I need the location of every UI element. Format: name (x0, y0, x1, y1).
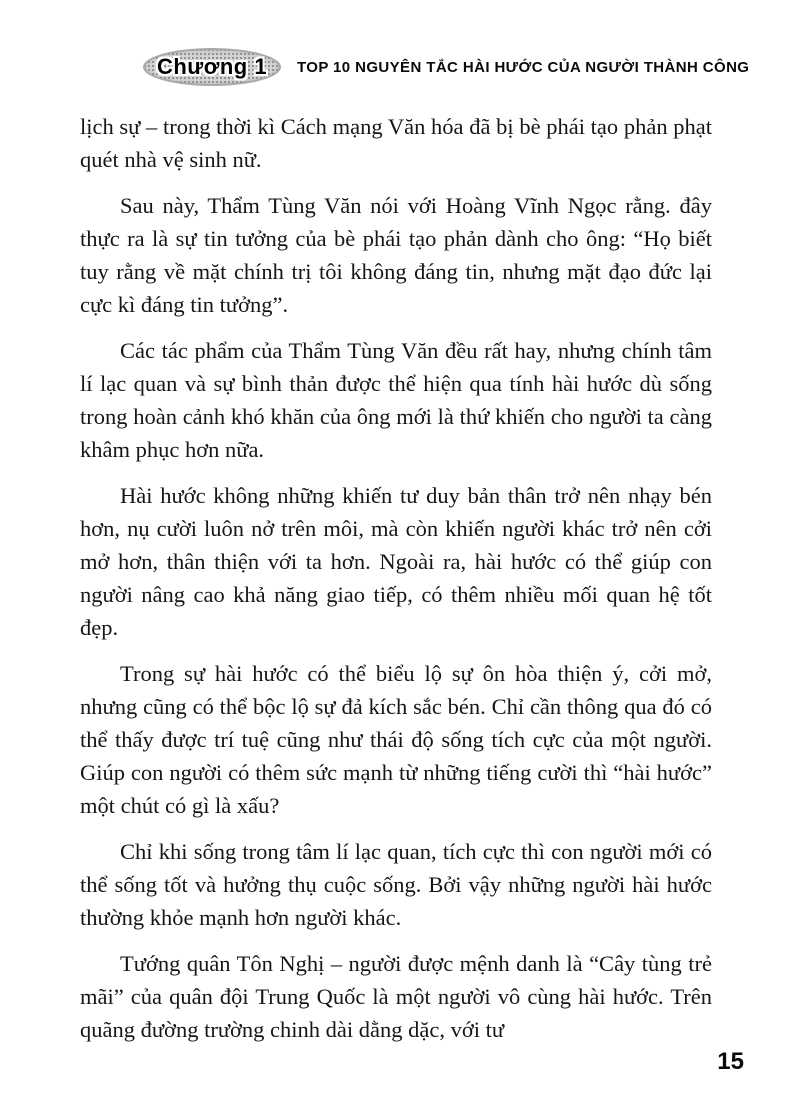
page-number: 15 (717, 1048, 744, 1075)
paragraph: Hài hước không những khiến tư duy bản thân trở nên nhạy bén hơn, nụ cười luôn nở trên môi, mà còn khiến người khác trở nên cởi mở hơn, thân thiện với ta hơn. Ngoài ra, hài hước có thể giúp con người nâng cao khả năng giao tiếp, có thêm nhiều mối quan hệ tốt đẹp. (80, 483, 712, 640)
paragraph: lịch sự – trong thời kì Cách mạng Văn hóa đã bị bè phái tạo phản phạt quét nhà vệ sinh nữ. (80, 114, 712, 172)
page-header (143, 48, 750, 86)
paragraphs-container (80, 110, 712, 1046)
paragraph: Sau này, Thẩm Tùng Văn nói với Hoàng Vĩnh Ngọc rằng. đây thực ra là sự tin tưởng của bè phái tạo phản dành cho ông: “Họ biết tuy rằng về mặt chính trị tôi không đáng tin, nhưng mặt đạo đức lại cực kì đáng tin tưởng”. (80, 193, 712, 317)
chapter-badge-label: Chương 1 (156, 54, 268, 79)
paragraph: Các tác phẩm của Thẩm Tùng Văn đều rất hay, nhưng chính tâm lí lạc quan và sự bình thản được thể hiện qua tính hài hước dù sống trong hoàn cảnh khó khăn của ông mới là thứ khiến cho người ta càng khâm phục hơn nữa. (80, 338, 712, 462)
paragraph: Trong sự hài hước có thể biểu lộ sự ôn hòa thiện ý, cởi mở, nhưng cũng có thể bộc lộ sự đả kích sắc bén. Chỉ cần thông qua đó có thể thấy được trí tuệ cũng như thái độ sống tích cực của một người. Giúp con người có thêm sức mạnh từ những tiếng cười thì “hài hước” một chút có gì là xấu? (80, 661, 712, 818)
chapter-badge (143, 48, 281, 86)
chapter-title: TOP 10 NGUYÊN TẮC HÀI HƯỚC CỦA NGƯỜI THÀNH CÔNG (297, 58, 750, 76)
paragraph: Tướng quân Tôn Nghị – người được mệnh danh là “Cây tùng trẻ mãi” của quân đội Trung Quốc là một người vô cùng hài hước. Trên quãng đường trường chinh dài dằng dặc, với tư (80, 951, 712, 1042)
paragraph: Chỉ khi sống trong tâm lí lạc quan, tích cực thì con người mới có thể sống tốt và hưởng thụ cuộc sống. Bởi vậy những người hài hước thường khỏe mạnh hơn người khác. (80, 839, 712, 930)
